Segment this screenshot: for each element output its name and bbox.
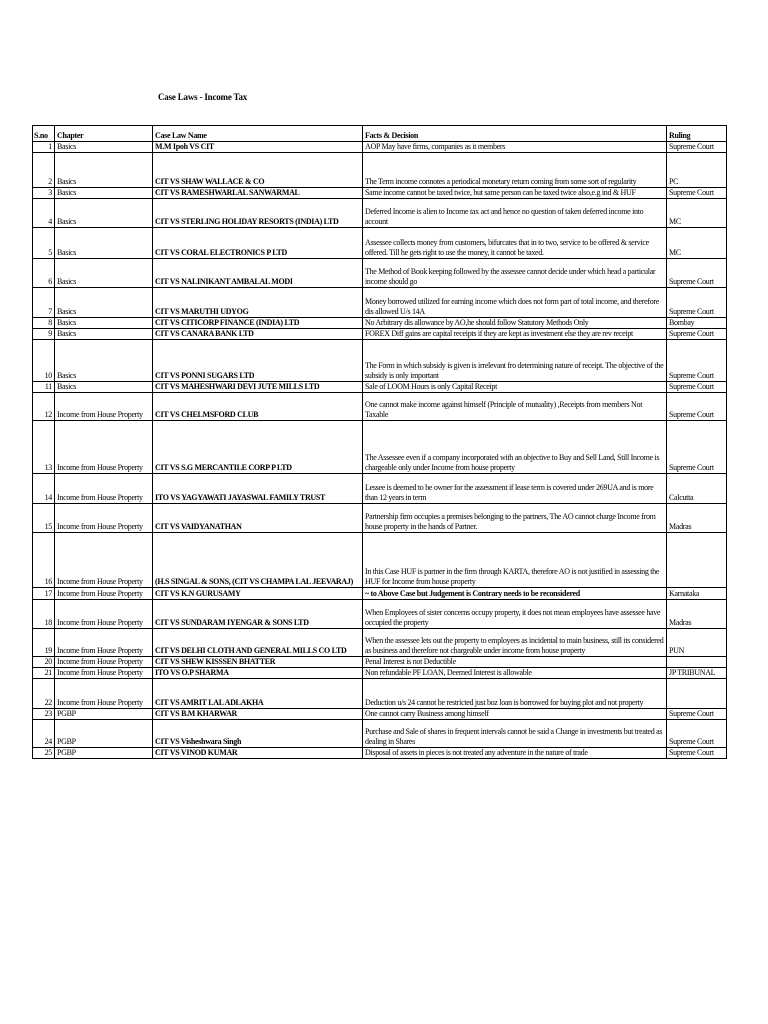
row-chapter: Basics [55,228,153,259]
row-facts-decision: The Method of Book keeping followed by the assessee cannot decide under which head a particular income should go [363,259,667,288]
table-row [33,504,727,533]
row-ruling: PC [667,153,727,188]
row-facts-decision: One cannot make income against himself (Principle of mutuality) ,Receipts from members Not Taxable [363,393,667,421]
table-row [33,709,727,720]
row-facts-decision: The Assessee even if a company incorporated with an objective to Buy and Sell Land, Still Income is chargeable only under Income from house property [363,421,667,474]
row-sno: 11 [33,382,55,393]
row-chapter: Income from House Property [55,421,153,474]
row-chapter: Basics [55,188,153,199]
row-case-law-name: (H.S SINGAL & SONS, (CIT VS CHAMPA LAL JEEVARAJ) [153,533,363,588]
header-row [33,126,727,142]
row-sno: 2 [33,153,55,188]
table-row [33,421,727,474]
row-ruling: JP TRIBUNAL [667,668,727,679]
row-case-law-name: CIT VS PONNI SUGARS LTD [153,340,363,382]
row-chapter: Income from House Property [55,504,153,533]
row-sno: 17 [33,588,55,600]
row-facts-decision: Non refundable PF LOAN, Deemed Interest is allowable [363,668,667,679]
row-sno: 13 [33,421,55,474]
row-case-law-name: CIT VS CANARA BANK LTD [153,329,363,340]
row-sno: 10 [33,340,55,382]
row-ruling: Supreme Court [667,340,727,382]
row-ruling: PUN [667,629,727,657]
row-ruling: Supreme Court [667,382,727,393]
row-facts-decision: The Form in which subsidy is given is irrelevant fro determining nature of receipt. The objective of the subsidy is only important [363,340,667,382]
row-case-law-name: CIT VS NALINIKANT AMBALAL MODI [153,259,363,288]
header-ruling: Ruling [667,126,727,142]
row-ruling: MC [667,228,727,259]
row-chapter: Income from House Property [55,629,153,657]
table-row [33,474,727,504]
row-case-law-name: CIT VS K.N GURUSAMY [153,588,363,600]
table-row [33,318,727,329]
row-case-law-name: CIT VS SHEW KISSSEN BHATTER [153,657,363,668]
row-case-law-name: CIT VS DELHI CLOTH AND GENERAL MILLS CO LTD [153,629,363,657]
row-case-law-name: ITO VS YAGYAWATI JAYASWAL FAMILY TRUST [153,474,363,504]
row-facts-decision: When Employees of sister concerns occupy property, it does not mean employees have assessee have occupied the property [363,600,667,629]
table-row [33,668,727,679]
row-case-law-name: CIT VS VAIDYANATHAN [153,504,363,533]
table-row [33,533,727,588]
row-case-law-name: CIT VS MARUTHI UDYOG [153,288,363,318]
case-law-table [32,125,727,759]
row-chapter: Income from House Property [55,600,153,629]
row-chapter: Income from House Property [55,474,153,504]
row-ruling: Supreme Court [667,142,727,153]
table-row [33,188,727,199]
row-ruling: Supreme Court [667,393,727,421]
row-case-law-name: M.M Ipoh VS CIT [153,142,363,153]
row-facts-decision: In this Case HUF is partner in the firm through KARTA, therefore AO is not justified in assessing the HUF for Income from house property [363,533,667,588]
table-row [33,142,727,153]
document-title: Case Laws - Income Tax [158,92,248,102]
row-chapter: Basics [55,329,153,340]
row-sno: 8 [33,318,55,329]
row-chapter: Income from House Property [55,588,153,600]
table-row [33,259,727,288]
table-row [33,340,727,382]
row-sno: 4 [33,199,55,228]
row-sno: 25 [33,748,55,759]
row-sno: 3 [33,188,55,199]
table-row [33,393,727,421]
row-chapter: Income from House Property [55,679,153,709]
row-sno: 21 [33,668,55,679]
row-facts-decision: Disposal of assets in pieces is not treated any adventure in the nature of trade [363,748,667,759]
row-facts-decision: FOREX Diff gains are capital receipts if they are kept as investment else they are rev receipt [363,329,667,340]
table-row [33,329,727,340]
row-sno: 1 [33,142,55,153]
row-chapter: Basics [55,340,153,382]
row-chapter: PGBP [55,748,153,759]
row-sno: 7 [33,288,55,318]
row-chapter: Basics [55,288,153,318]
row-facts-decision: Purchase and Sale of shares in frequent intervals cannot be said a Change in investments but treated as dealing in Shares [363,720,667,748]
row-ruling: Supreme Court [667,188,727,199]
row-sno: 5 [33,228,55,259]
table-row [33,748,727,759]
row-ruling: Supreme Court [667,259,727,288]
row-facts-decision: Same income cannot be taxed twice, but same person can be taxed twice also,e.g ind & HUF [363,188,667,199]
table-row [33,288,727,318]
row-chapter: Basics [55,153,153,188]
row-case-law-name: CIT VS SHAW WALLACE & CO [153,153,363,188]
row-case-law-name: CIT VS Visheshwara Singh [153,720,363,748]
header-case-law-name: Case Law Name [153,126,363,142]
row-sno: 15 [33,504,55,533]
row-chapter: PGBP [55,709,153,720]
row-facts-decision: AOP May have firms, companies as it members [363,142,667,153]
row-sno: 23 [33,709,55,720]
table-row [33,588,727,600]
row-facts-decision: Deduction u/s 24 cannot be restricted just boz loan is borrowed for buying plot and not property [363,679,667,709]
row-case-law-name: CIT VS CHELMSFORD CLUB [153,393,363,421]
row-sno: 6 [33,259,55,288]
row-sno: 20 [33,657,55,668]
table-row [33,657,727,668]
row-facts-decision: ~ to Above Case but Judgement is Contrary needs to be reconsidered [363,588,667,600]
row-case-law-name: CIT VS CITICORP FINANCE (INDIA) LTD [153,318,363,329]
row-chapter: Basics [55,259,153,288]
row-sno: 9 [33,329,55,340]
row-case-law-name: CIT VS RAMESHWARLAL SANWARMAL [153,188,363,199]
row-ruling: Bombay [667,318,727,329]
header-sno: S.no [33,126,55,142]
row-ruling: Supreme Court [667,720,727,748]
table-row [33,679,727,709]
row-ruling: MC [667,199,727,228]
row-facts-decision: Lessee is deemed to be owner for the assessment if lease term is covered under 269UA and is more than 12 years in term [363,474,667,504]
table-row [33,600,727,629]
row-chapter: Income from House Property [55,668,153,679]
row-ruling: Madras [667,600,727,629]
table-row [33,629,727,657]
row-sno: 16 [33,533,55,588]
row-ruling: Supreme Court [667,748,727,759]
row-facts-decision: The Term income connotes a periodical monetary return coming from some sort of regularity [363,153,667,188]
row-facts-decision: Assessee collects money from customers, bifurcates that in to two, service to be offered & service offered. Till he gets right to use the money, it cannot be taxed. [363,228,667,259]
row-case-law-name: ITO VS O.P SHARMA [153,668,363,679]
row-sno: 14 [33,474,55,504]
row-ruling: Karnataka [667,588,727,600]
row-sno: 24 [33,720,55,748]
row-facts-decision: When the assessee lets out the property to employees as incidental to main business, still its considered as business and therefore not chargeable under income from house property [363,629,667,657]
header-facts-decision: Facts & Decision [363,126,667,142]
row-chapter: Income from House Property [55,393,153,421]
table-row [33,153,727,188]
row-sno: 19 [33,629,55,657]
row-chapter: Income from House Property [55,657,153,668]
row-case-law-name: CIT VS S.G MERCANTILE CORP P LTD [153,421,363,474]
row-facts-decision: Penal Interest is not Deductible [363,657,667,668]
row-ruling: Madras [667,504,727,533]
row-chapter: Basics [55,199,153,228]
header-chapter: Chapter [55,126,153,142]
row-ruling: Supreme Court [667,288,727,318]
row-facts-decision: Partnership firm occupies a premises belonging to the partners, The AO cannot charge Income from house property in the hands of Partner. [363,504,667,533]
row-case-law-name: CIT VS SUNDARAM IYENGAR & SONS LTD [153,600,363,629]
row-chapter: Basics [55,142,153,153]
row-ruling: Supreme Court [667,329,727,340]
table-row [33,199,727,228]
row-case-law-name: CIT VS MAHESHWARI DEVI JUTE MILLS LTD [153,382,363,393]
row-ruling [667,533,727,588]
row-ruling [667,679,727,709]
row-case-law-name: CIT VS B.M KHARWAR [153,709,363,720]
row-ruling: Supreme Court [667,421,727,474]
table-row [33,720,727,748]
row-sno: 18 [33,600,55,629]
table-row [33,228,727,259]
row-facts-decision: Sale of LOOM Hours is only Capital Receipt [363,382,667,393]
row-ruling [667,657,727,668]
row-sno: 12 [33,393,55,421]
row-sno: 22 [33,679,55,709]
row-ruling: Calcutta [667,474,727,504]
row-case-law-name: CIT VS STERLING HOLIDAY RESORTS (INDIA) LTD [153,199,363,228]
row-case-law-name: CIT VS AMRIT LAL ADLAKHA [153,679,363,709]
row-ruling: Supreme Court [667,709,727,720]
row-chapter: Basics [55,382,153,393]
row-chapter: Income from House Property [55,533,153,588]
row-facts-decision: No Arbitrary dis allowance by AO,he should follow Statutory Methods Only [363,318,667,329]
row-chapter: PGBP [55,720,153,748]
row-facts-decision: One cannot carry Business among himself [363,709,667,720]
table-row [33,382,727,393]
row-facts-decision: Money borrowed utilized for earning income which does not form part of total income, and therefore dis allowed U/s 14A [363,288,667,318]
row-facts-decision: Deferred Income is alien to Income tax act and hence no question of taken deferred income into account [363,199,667,228]
row-case-law-name: CIT VS VINOD KUMAR [153,748,363,759]
row-chapter: Basics [55,318,153,329]
row-case-law-name: CIT VS CORAL ELECTRONICS P LTD [153,228,363,259]
